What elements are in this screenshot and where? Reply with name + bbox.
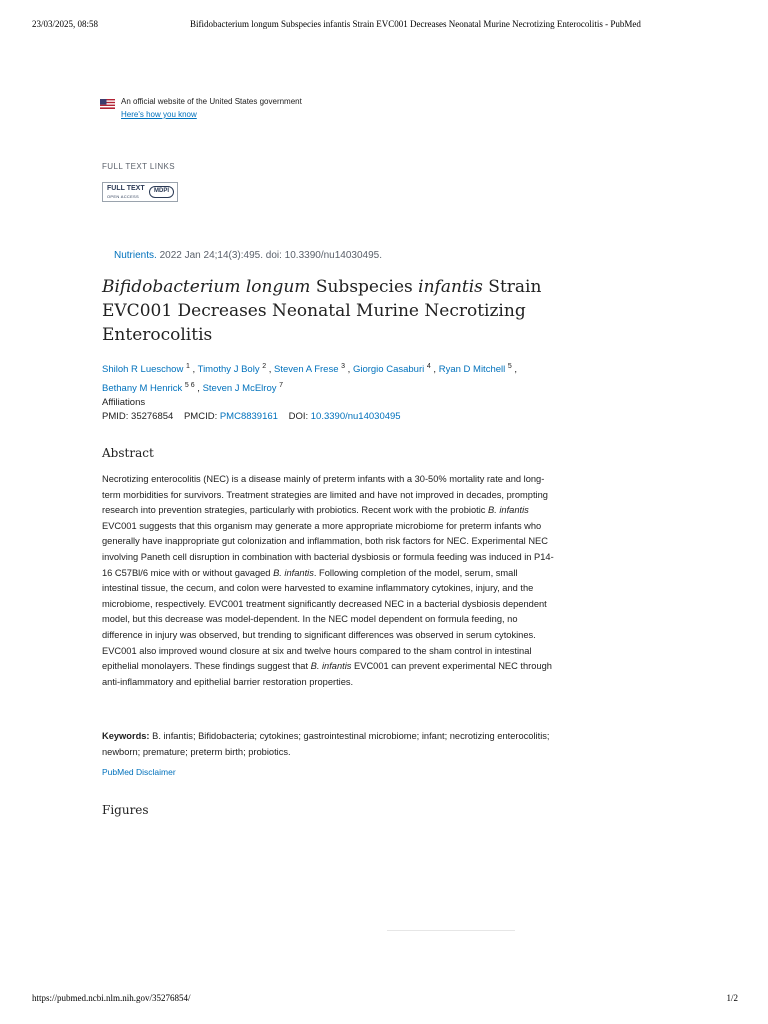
pmcid-link[interactable]: PMC8839161 [219,411,278,422]
full-text-mdpi-button[interactable] [102,182,178,202]
article-title: Bifidobacterium longum Subspecies infantis Strain EVC001 Decreases Neonatal Murine Necrotizing Enterocolitis [102,277,542,345]
doi-link[interactable]: 10.3390/nu14030495 [310,411,401,422]
author-link[interactable]: Shiloh R Lueschow [102,364,184,376]
author-link[interactable]: Timothy J Boly [197,364,260,376]
citation [114,250,382,261]
author-link[interactable]: Ryan D Mitchell [438,364,506,376]
author-link[interactable]: Steven A Frese [274,364,339,376]
full-text-links-label: FULL TEXT LINKS [102,162,175,171]
print-page-number: 1/2 [726,993,738,1003]
keywords: Keywords: B. infantis; Bifidobacteria; cytokines; gastrointestinal microbiome; infant; necrotizing enterocolitis; newborn; premature; preterm birth; probiotics. [102,731,550,757]
figures-heading: Figures [102,803,149,817]
print-page-title: Bifidobacterium longum Subspecies infantis Strain EVC001 Decreases Neonatal Murine Necrotizing Enterocolitis - PubMed [190,19,641,29]
print-url: https://pubmed.ncbi.nlm.nih.gov/35276854/ [32,993,191,1003]
identifiers: PMID: 35276854 PMCID: PMC8839161 DOI: 10.3390/nu14030495 [102,411,401,422]
abstract-heading: Abstract [102,446,154,460]
abstract-text: Necrotizing enterocolitis (NEC) is a disease mainly of preterm infants with a 30-50% mortality rate and long-term morbidities for survivors. Treatment strategies are limited and have not improved in decades, prompting research into prevention strategies, particularly with probiotics. Recent work with the probiotic B. infantis EVC001 suggests that this organism may generate a more appropriate microbiome for preterm infants who generally have inappropriate gut colonization and inflammation, both risk factors for NEC. Experimental NEC involving Paneth cell disruption in combination with bacterial dysbiosis or formula feeding was induced in P14-16 C57Bl/6 mice with or without gavaged B. infantis. Following completion of the model, serum, small intestinal tissue, the cecum, and colon were harvested to examine inflammatory cytokines, injury, and the microbiome, respectively. EVC001 treatment significantly decreased NEC in a bacterial dysbiosis dependent model, but this decrease was model-dependent. In the NEC model dependent on formula feeding, no difference in injury was observed, but trending to significant differences was observed in serum cytokines. EVC001 also improved wound closure at six and twelve hours compared to the sham control in intestinal epithelial monolayers. These findings suggest that B. infantis EVC001 can prevent experimental NEC through anti-inflammatory and epithelial barrier restoration properties. [102,474,554,687]
heres-how-you-know-link[interactable]: Here's how you know [121,110,197,119]
badge-open-access: OPEN ACCESS [107,194,139,199]
author-link[interactable]: Steven J McElroy [202,383,277,395]
mdpi-logo-icon: MDPI [149,186,174,198]
badge-full-text: FULL TEXT [107,185,145,192]
citation-details: 2022 Jan 24;14(3):495. doi: 10.3390/nu14030495. [156,250,382,261]
journal-link[interactable]: Nutrients. [114,250,157,261]
pubmed-disclaimer-link[interactable]: PubMed Disclaimer [102,767,176,777]
author-link[interactable]: Giorgio Casaburi [352,364,425,376]
us-flag-icon [100,99,115,109]
figure-placeholder-divider [387,930,515,931]
gov-banner-text: An official website of the United States government [121,97,302,106]
pmid-value: 35276854 [131,411,174,422]
print-datetime: 23/03/2025, 08:58 [32,19,99,29]
authors-list: Shiloh R Lueschow $^1$ , Timothy J Boly $^2$ , Steven A Frese $^3$ , Giorgio Casaburi $^4$ , Ryan D Mitchell $^5$ , Bethany M Henrick $^{5 6}$ , Steven J McElroy $^7$ [102,363,518,395]
author-link[interactable]: Bethany M Henrick [102,383,183,395]
affiliations-toggle[interactable]: Affiliations [102,397,146,408]
